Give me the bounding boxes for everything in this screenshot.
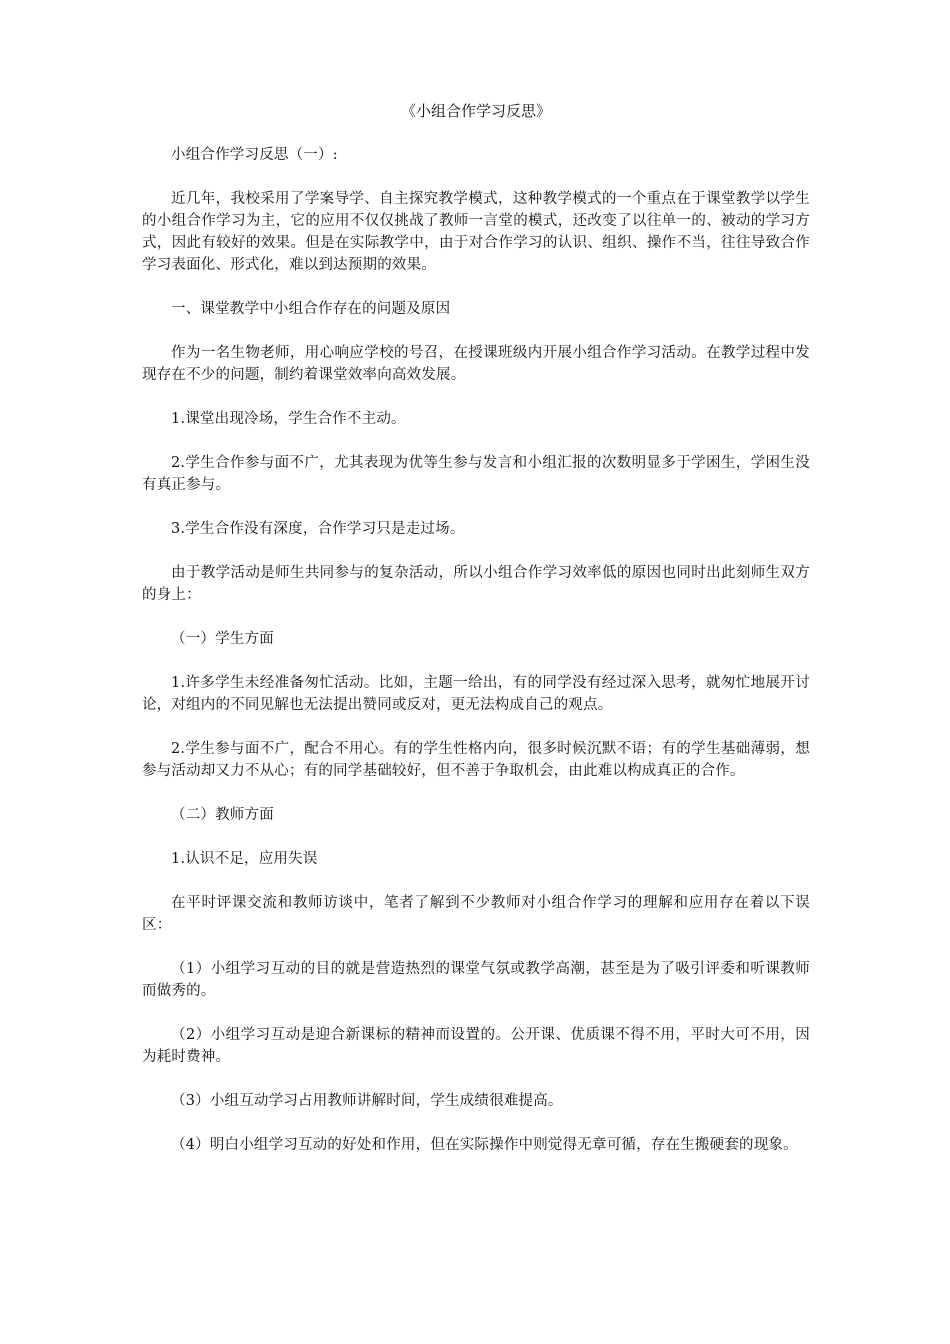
subsection-heading-teachers: （二）教师方面 [171, 807, 274, 823]
list-item: 1.许多学生未经准备匆忙活动。比如，主题一给出，有的同学没有经过深入思考，就匆忙地展开讨论，对组内的不同见解也无法提出赞同或反对，更无法构成自己的观点。 [142, 675, 810, 713]
paragraph: 在平时评课交流和教师访谈中，笔者了解到不少教师对小组合作学习的理解和应用存在着以下误区： [142, 895, 810, 933]
list-item: （2）小组学习互动是迎合新课标的精神而设置的。公开课、优质课不得不用，平时大可不用，因为耗时费神。 [142, 1027, 810, 1065]
list-item: 2.学生参与面不广，配合不用心。有的学生性格内向，很多时候沉默不语；有的学生基础薄弱，想参与活动却又力不从心；有的同学基础较好，但不善于争取机会，由此难以构成真正的合作。 [142, 741, 810, 779]
document-page [142, 100, 810, 1178]
list-item: 1.课堂出现冷场，学生合作不主动。 [171, 411, 406, 427]
list-item: （3）小组互动学习占用教师讲解时间，学生成绩很难提高。 [171, 1093, 563, 1109]
document-title: 《小组合作学习反思》 [400, 102, 551, 120]
subsection-heading-students: （一）学生方面 [171, 631, 274, 647]
list-item: 1.认识不足，应用失误 [171, 851, 318, 867]
paragraph: 作为一名生物老师，用心响应学校的号召，在授课班级内开展小组合作学习活动。在教学过程中发现存在不少的问题，制约着课堂效率向高效发展。 [142, 345, 810, 383]
paragraph: 近几年，我校采用了学案导学、自主探究教学模式，这种教学模式的一个重点在于课堂教学以学生的小组合作学习为主，它的应用不仅仅挑战了教师一言堂的模式，还改变了以往单一的、被动的学习方式，因此有较好的效果。但是在实际教学中，由于对合作学习的认识、组织、操作不当，往往导致合作学习表面化、形式化，难以到达预期的效果。 [142, 191, 810, 273]
section-heading: 一、课堂教学中小组合作存在的问题及原因 [171, 301, 451, 317]
paragraph: 由于教学活动是师生共同参与的复杂活动，所以小组合作学习效率低的原因也同时出此刻师生双方的身上： [142, 565, 810, 603]
list-item: （4）明白小组学习互动的好处和作用，但在实际操作中则觉得无章可循，存在生搬硬套的现象。 [171, 1137, 798, 1153]
list-item: 2.学生合作参与面不广，尤其表现为优等生参与发言和小组汇报的次数明显多于学困生，学困生没有真正参与。 [142, 455, 810, 493]
section-heading-one: 小组合作学习反思（一）: [171, 147, 338, 163]
list-item: 3.学生合作没有深度，合作学习只是走过场。 [171, 521, 465, 537]
list-item: （1）小组学习互动的目的就是营造热烈的课堂气氛或教学高潮，甚至是为了吸引评委和听课教师而做秀的。 [142, 961, 810, 999]
